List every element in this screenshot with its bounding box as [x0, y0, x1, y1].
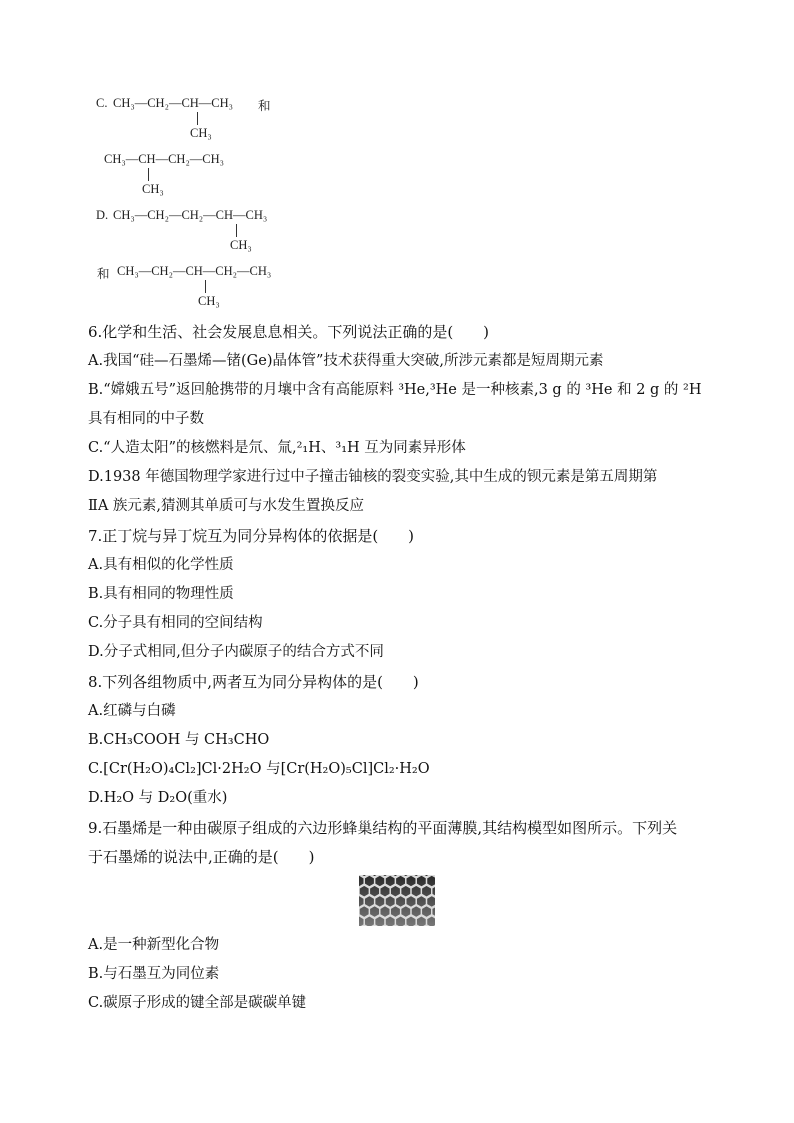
formula-branch: CH₃	[230, 238, 252, 252]
q8-stem: 8.下列各组物质中,两者互为同分异构体的是( )	[88, 673, 419, 691]
formula-main-chain: CH₃—CH—CH₂—CH₃	[104, 152, 225, 166]
branch-bond	[205, 280, 206, 293]
option-c-label: C.	[96, 96, 108, 110]
formula-branch: CH₃	[142, 182, 164, 196]
branch-bond	[197, 112, 198, 125]
branch-bond	[236, 224, 237, 237]
q9-stem-line2: 于石墨烯的说法中,正确的是( )	[88, 848, 315, 866]
q7-option-a: A.具有相似的化学性质	[88, 557, 234, 573]
q9-stem-line1: 9.石墨烯是一种由碳原子组成的六边形蜂巢结构的平面薄膜,其结构模型如图所示。下列关	[88, 819, 678, 837]
graphene-structure-image	[359, 875, 435, 926]
q7-stem: 7.正丁烷与异丁烷互为同分异构体的依据是( )	[88, 527, 415, 545]
q7-option-d: D.分子式相同,但分子内碳原子的结合方式不同	[88, 644, 384, 660]
q6-option-d-line2: ⅡA 族元素,猜测其单质可与水发生置换反应	[88, 498, 365, 514]
q6-stem: 6.化学和生活、社会发展息息相关。下列说法正确的是( )	[88, 323, 490, 341]
q7-option-c: C.分子具有相同的空间结构	[88, 615, 263, 631]
q8-option-c: C.[Cr(H₂O)₄Cl₂]Cl·2H₂O 与[Cr(H₂O)₅Cl]Cl₂·H₂O	[88, 761, 430, 777]
q8-option-d: D.H₂O 与 D₂O(重水)	[88, 790, 228, 806]
q8-option-b: B.CH₃COOH 与 CH₃CHO	[88, 732, 270, 748]
and-word: 和	[258, 99, 271, 113]
q6-option-c: C.“人造太阳”的核燃料是氘、氚,²₁H、³₁H 互为同素异形体	[88, 440, 466, 456]
q9-option-c: C.碳原子形成的键全部是碳碳单键	[88, 995, 307, 1011]
formula-main-chain: CH₃—CH₂—CH—CH₂—CH₃	[117, 264, 272, 278]
q8-option-a: A.红磷与白磷	[88, 703, 176, 719]
formula-branch: CH₃	[198, 294, 220, 308]
option-d-label: D.	[96, 208, 109, 222]
q9-option-a: A.是一种新型化合物	[88, 937, 220, 953]
q6-option-a: A.我国“硅—石墨烯—锗(Ge)晶体管”技术获得重大突破,所涉元素都是短周期元素	[88, 353, 604, 369]
formula-branch: CH₃	[190, 126, 212, 140]
q7-option-b: B.具有相同的物理性质	[88, 586, 234, 602]
q9-option-b: B.与石墨互为同位素	[88, 966, 220, 982]
formula-main-chain: CH₃—CH₂—CH₂—CH—CH₃	[113, 208, 268, 222]
and-word: 和	[97, 267, 110, 281]
q6-option-d-line1: D.1938 年德国物理学家进行过中子撞击铀核的裂变实验,其中生成的钡元素是第五周期第	[88, 469, 658, 485]
q6-option-b-line2: 具有相同的中子数	[88, 411, 204, 427]
branch-bond	[148, 168, 149, 181]
q6-option-b-line1: B.“嫦娥五号”返回舱携带的月壤中含有高能原料 ³He,³He 是一种核素,3 g 的 ³He 和 2 g 的 ²H	[88, 382, 702, 398]
formula-main-chain: CH₃—CH₂—CH—CH₃	[113, 96, 234, 110]
